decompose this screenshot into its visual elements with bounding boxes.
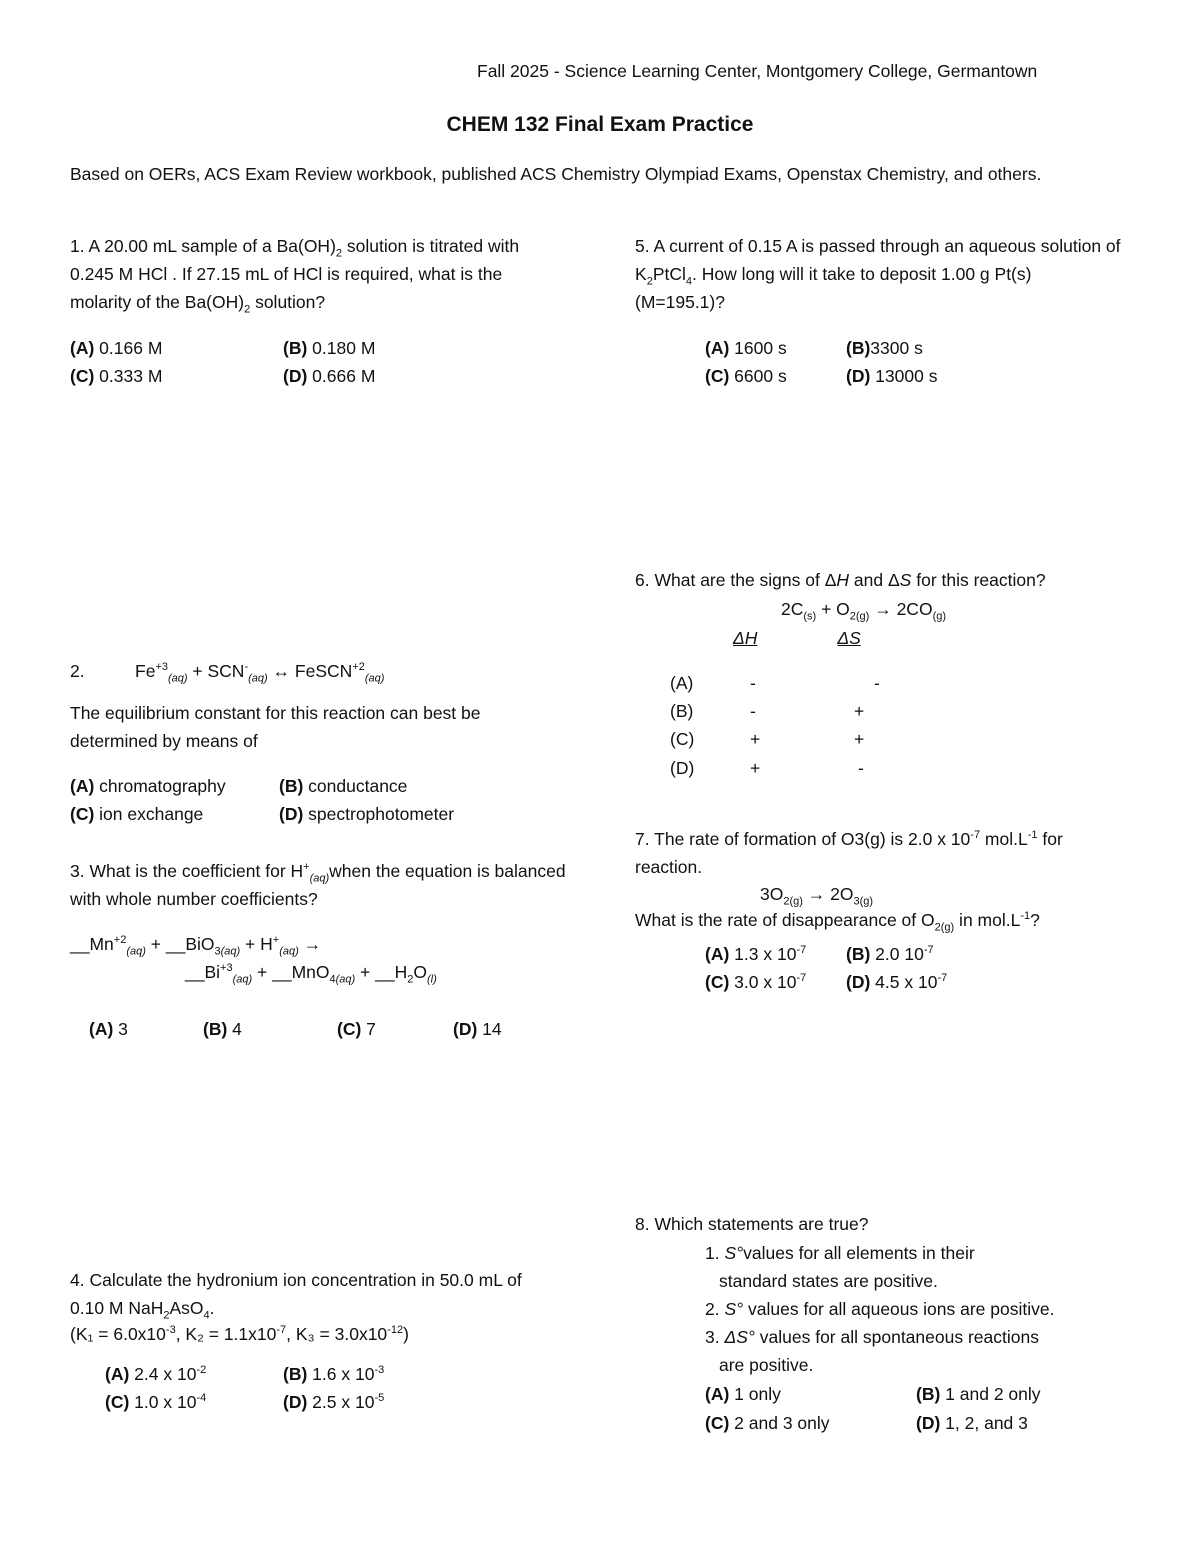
choice-text: 6600 s bbox=[734, 366, 787, 386]
question-1 bbox=[70, 232, 560, 316]
q5-choice-b[interactable] bbox=[846, 338, 923, 359]
choice-letter: (D) bbox=[453, 1019, 478, 1039]
eq-part: Bi bbox=[204, 962, 221, 982]
exponent: -7 bbox=[796, 972, 807, 985]
choice-text: 4 bbox=[232, 1019, 242, 1039]
subscript: 4 bbox=[203, 1309, 210, 1322]
state-label: (aq) bbox=[335, 973, 356, 986]
question-7-text-a: The rate of formation of O3(g) is 2.0 x 10 bbox=[654, 829, 971, 849]
question-4-text-a: Calculate the hydronium ion concentration in 50.0 mL of 0.10 M NaH bbox=[70, 1270, 522, 1318]
q3-choice-d[interactable] bbox=[453, 1019, 502, 1040]
q8-choice-a[interactable] bbox=[705, 1384, 781, 1405]
state-label: 3(g) bbox=[853, 895, 874, 908]
choice-text: 3300 s bbox=[870, 338, 923, 358]
exponent: -3 bbox=[374, 1364, 385, 1377]
q6-row-letter-a[interactable]: (A) bbox=[670, 673, 694, 693]
exponent: -5 bbox=[374, 1392, 385, 1405]
eq-part: → 2CO bbox=[869, 599, 933, 619]
table-header-row bbox=[733, 628, 863, 649]
q6-row-b-dh: - bbox=[750, 701, 756, 721]
choice-text: 1, 2, and 3 bbox=[945, 1413, 1028, 1433]
choice-letter: (A) bbox=[70, 776, 95, 796]
exponent: -7 bbox=[923, 944, 934, 957]
choice-text: 1 only bbox=[734, 1384, 781, 1404]
choice-letter: (C) bbox=[70, 366, 95, 386]
question-3-text-b: when the equation is balanced with whole number coefficients? bbox=[70, 861, 566, 909]
state-label: (aq) bbox=[126, 945, 146, 958]
choice-text: spectrophotometer bbox=[308, 804, 455, 824]
exponent: -7 bbox=[970, 829, 981, 842]
eq-part: Fe bbox=[135, 661, 156, 681]
eq-part: FeSCN bbox=[294, 661, 353, 681]
choice-letter: (C) bbox=[705, 972, 730, 992]
choice-letter: (A) bbox=[89, 1019, 114, 1039]
choice-text: 0.180 M bbox=[312, 338, 376, 358]
state-label: 2(g) bbox=[934, 921, 955, 934]
question-4-number: 4. bbox=[70, 1270, 85, 1290]
question-6-text-a: What are the signs of Δ bbox=[654, 570, 837, 590]
choice-text: 3.0 x 10 bbox=[734, 972, 797, 992]
question-7-number: 7. bbox=[635, 829, 650, 849]
choice-letter: (D) bbox=[846, 366, 871, 386]
q4-choice-c[interactable] bbox=[105, 1392, 206, 1413]
choice-letter: (B) bbox=[916, 1384, 941, 1404]
q8-choice-b[interactable] bbox=[916, 1384, 1041, 1405]
charge: +2 bbox=[352, 661, 365, 674]
q4-choice-b[interactable] bbox=[283, 1364, 384, 1385]
state-label: (aq) bbox=[167, 672, 188, 685]
subscript: 3 bbox=[214, 945, 221, 958]
exponent: -7 bbox=[796, 944, 807, 957]
question-4: 4. Calculate the hydronium ion concentration in 50.0 mL of 0.10 M NaH$_2$AsO$_4$. bbox=[70, 1270, 522, 1322]
eq-part: + SCN bbox=[187, 661, 245, 681]
choice-letter: (C) bbox=[105, 1392, 130, 1412]
choice-letter: (B) bbox=[846, 944, 871, 964]
choice-text: 1 and 2 only bbox=[945, 1384, 1041, 1404]
state-label bbox=[215, 946, 241, 958]
subscript: 2 bbox=[244, 303, 251, 316]
exponent: -1 bbox=[1020, 910, 1031, 923]
choice-letter: (A) bbox=[105, 1364, 130, 1384]
question-1-text-b: solution is titrated with 0.245 M HCl . If 27.15 mL of HCl is required, what is the molarity of the Ba(OH) bbox=[70, 236, 520, 312]
formula-part: AsO bbox=[169, 1298, 204, 1318]
subscript: 2 bbox=[407, 973, 414, 986]
exponent: -3 bbox=[165, 1324, 176, 1337]
exponent: -7 bbox=[276, 1324, 287, 1337]
paren: ) bbox=[403, 1324, 409, 1344]
question-3-equation-line-1 bbox=[70, 934, 322, 958]
choice-letter: (C) bbox=[705, 366, 730, 386]
subscript: 2 bbox=[646, 275, 653, 288]
choice-text: chromatography bbox=[99, 776, 226, 796]
choice-text: conductance bbox=[308, 776, 408, 796]
choice-text: 0.666 M bbox=[312, 366, 376, 386]
question-1-number: 1. bbox=[70, 236, 85, 256]
choice-text: 2.5 x 10 bbox=[312, 1392, 375, 1412]
q6-row-a-dh: - bbox=[750, 673, 756, 693]
statement-number: 3. bbox=[705, 1327, 720, 1347]
q2-choice-c[interactable] bbox=[70, 804, 203, 825]
q8-choice-d[interactable] bbox=[916, 1413, 1028, 1434]
subscript: 4 bbox=[685, 275, 692, 288]
question-6-text-b: for this reaction? bbox=[911, 570, 1046, 590]
q6-row-letter-c[interactable]: (C) bbox=[670, 729, 695, 749]
blank: __ bbox=[165, 934, 186, 954]
eq-part: 3O bbox=[760, 884, 784, 904]
question-7-q-text: What is the rate of disappearance of O bbox=[635, 910, 935, 930]
eq-part: + bbox=[145, 934, 166, 954]
q6-row-c-dh: + bbox=[750, 729, 761, 749]
state-label: (aq) bbox=[232, 973, 253, 986]
choice-text: 1.0 x 10 bbox=[134, 1392, 197, 1412]
state-label: (g) bbox=[932, 610, 947, 623]
q7-choice-d[interactable] bbox=[846, 972, 947, 993]
formula-part: PtCl bbox=[652, 264, 686, 284]
exponent: -4 bbox=[196, 1392, 207, 1405]
state-label bbox=[330, 974, 356, 986]
k-constant: , K₂ = 1.1x10 bbox=[175, 1324, 277, 1344]
choice-text: ion exchange bbox=[99, 804, 204, 824]
statement-1 bbox=[705, 1243, 975, 1264]
subscript: 4 bbox=[329, 973, 336, 986]
question-7-text-b: for reaction. bbox=[635, 829, 1063, 877]
q1-choice-d[interactable] bbox=[283, 366, 375, 387]
blank: __ bbox=[185, 962, 205, 982]
choice-letter: (D) bbox=[846, 972, 871, 992]
q1-choice-c[interactable] bbox=[70, 366, 162, 387]
statement-text: values for all elements in their bbox=[743, 1243, 975, 1263]
state-label bbox=[850, 611, 870, 623]
q7-choice-c[interactable] bbox=[705, 972, 806, 993]
choice-letter: (C) bbox=[337, 1019, 362, 1039]
q3-choice-c[interactable] bbox=[337, 1019, 376, 1040]
choice-letter: (B) bbox=[283, 1364, 308, 1384]
statement-3 bbox=[705, 1327, 1039, 1348]
question-7-subquestion bbox=[635, 910, 1040, 934]
q3-choice-a[interactable] bbox=[89, 1019, 128, 1040]
choice-text: 2.4 x 10 bbox=[134, 1364, 197, 1384]
question-mark: ? bbox=[1030, 910, 1040, 930]
state-label: (aq) bbox=[220, 945, 241, 958]
q1-choice-a[interactable] bbox=[70, 338, 162, 359]
q7-choice-b[interactable] bbox=[846, 944, 934, 965]
choice-text: 1.6 x 10 bbox=[312, 1364, 375, 1384]
and-text: and Δ bbox=[849, 570, 900, 590]
question-5-number: 5. bbox=[635, 236, 650, 256]
exponent: -7 bbox=[937, 972, 948, 985]
blank: __ bbox=[272, 962, 292, 982]
question-8-number: 8. bbox=[635, 1214, 650, 1234]
question-1-text-a: A 20.00 mL sample of a Ba(OH) bbox=[88, 236, 336, 256]
eq-part: → 2O bbox=[802, 884, 854, 904]
q6-row-b-ds: + bbox=[854, 701, 865, 721]
eq-part: Mn bbox=[89, 934, 114, 954]
choice-letter: (A) bbox=[705, 944, 730, 964]
exponent: -1 bbox=[1027, 829, 1038, 842]
q4-choice-a[interactable] bbox=[105, 1364, 206, 1385]
q8-choice-c[interactable] bbox=[705, 1413, 830, 1434]
entropy-symbol: S° bbox=[724, 1299, 744, 1319]
statement-number: 1. bbox=[705, 1243, 720, 1263]
eq-part: + bbox=[240, 934, 261, 954]
unit: mol.L bbox=[980, 829, 1028, 849]
choice-text: 2 and 3 only bbox=[734, 1413, 830, 1433]
statement-2 bbox=[705, 1299, 1054, 1320]
subscript: 2 bbox=[163, 1309, 170, 1322]
choice-letter: (D) bbox=[279, 804, 304, 824]
choice-text: 13000 s bbox=[875, 366, 938, 386]
choice-letter: (A) bbox=[705, 338, 730, 358]
choice-letter: (D) bbox=[283, 366, 308, 386]
choice-text: 2.0 10 bbox=[875, 944, 924, 964]
question-3-equation-line-2 bbox=[185, 962, 437, 986]
state-label: (aq) bbox=[279, 945, 299, 958]
question-8 bbox=[635, 1214, 868, 1235]
question-3-text-a: What is the coefficient for H bbox=[89, 861, 304, 881]
charge: + bbox=[272, 934, 280, 947]
statement-number: 2. bbox=[705, 1299, 720, 1319]
question-2-text: The equilibrium constant for this reaction can best be determined by means of bbox=[70, 703, 481, 751]
choice-letter: (D) bbox=[916, 1413, 941, 1433]
subscript: 2 bbox=[335, 247, 343, 260]
question-5-text-a: A current of 0.15 A is passed through an aqueous solution of K bbox=[635, 236, 1121, 284]
choice-letter: (A) bbox=[705, 1384, 730, 1404]
question-2-number: 2. bbox=[70, 661, 85, 681]
q3-choice-b[interactable] bbox=[203, 1019, 242, 1040]
entropy-symbol: ΔS° bbox=[724, 1327, 755, 1347]
state-label: (g) bbox=[855, 610, 870, 623]
choice-text: 1600 s bbox=[734, 338, 787, 358]
q2-choice-d[interactable] bbox=[279, 804, 454, 825]
col-delta-s: ΔS bbox=[837, 628, 861, 648]
choice-text: 0.166 M bbox=[99, 338, 163, 358]
delta-s-symbol: S bbox=[899, 570, 912, 590]
blank: __ bbox=[375, 962, 395, 982]
q7-choice-a[interactable] bbox=[705, 944, 806, 965]
choice-text: 14 bbox=[482, 1019, 502, 1039]
q5-choice-a[interactable] bbox=[705, 338, 787, 359]
col-delta-h: ΔH bbox=[733, 628, 758, 648]
question-6 bbox=[635, 570, 1046, 591]
question-3-number: 3. bbox=[70, 861, 85, 881]
charge: +3 bbox=[155, 661, 168, 674]
choice-letter: (C) bbox=[705, 1413, 730, 1433]
question-2-equation bbox=[135, 661, 385, 685]
choice-letter: (B) bbox=[279, 776, 304, 796]
page-title: CHEM 132 Final Exam Practice bbox=[446, 113, 754, 136]
eq-part: 2C bbox=[781, 599, 804, 619]
question-6-number: 6. bbox=[635, 570, 650, 590]
q6-row-letter-d[interactable]: (D) bbox=[670, 758, 695, 778]
statement-text: values for all aqueous ions are positive. bbox=[743, 1299, 1055, 1319]
question-1-text-c: solution? bbox=[255, 292, 326, 312]
entropy-symbol: S° bbox=[724, 1243, 744, 1263]
question-6-equation bbox=[781, 599, 947, 623]
exponent: -2 bbox=[196, 1364, 207, 1377]
q1-choice-b[interactable] bbox=[283, 338, 375, 359]
q2-choice-b[interactable] bbox=[279, 776, 407, 797]
k-constant: (K₁ = 6.0x10 bbox=[70, 1324, 166, 1344]
q4-choice-d[interactable] bbox=[283, 1392, 384, 1413]
eq-part: ↔ bbox=[267, 661, 295, 681]
question-4-constants bbox=[70, 1324, 409, 1345]
charge: +2 bbox=[113, 934, 127, 947]
charge: - bbox=[244, 661, 249, 674]
state-label: (aq) bbox=[248, 672, 268, 685]
question-7 bbox=[635, 825, 1125, 881]
k-constant: , K₃ = 3.0x10 bbox=[286, 1324, 388, 1344]
eq-part: + bbox=[355, 962, 376, 982]
state-label: 2(g) bbox=[783, 895, 803, 908]
subscript: 2 bbox=[849, 610, 856, 623]
eq-part: H bbox=[260, 934, 273, 954]
choice-letter: (B) bbox=[283, 338, 308, 358]
q5-choice-c[interactable] bbox=[705, 366, 787, 387]
q6-row-letter-b[interactable]: (B) bbox=[670, 701, 694, 721]
charge: + bbox=[303, 861, 310, 874]
choice-text: 3 bbox=[118, 1019, 128, 1039]
choice-letter: (B) bbox=[846, 338, 871, 358]
choice-letter: (A) bbox=[70, 338, 95, 358]
question-3 bbox=[70, 857, 570, 913]
question-8-text: Which statements are true? bbox=[654, 1214, 869, 1234]
eq-part: BiO bbox=[185, 934, 215, 954]
question-5 bbox=[635, 232, 1125, 316]
choice-text: 0.333 M bbox=[99, 366, 163, 386]
q6-row-d-ds: - bbox=[858, 758, 864, 778]
eq-part: + bbox=[252, 962, 273, 982]
choice-text: 4.5 x 10 bbox=[875, 972, 938, 992]
page-header: Fall 2025 - Science Learning Center, Montgomery College, Germantown bbox=[477, 61, 1038, 81]
q6-row-a-ds: - bbox=[874, 673, 880, 693]
statement-1-cont: standard states are positive. bbox=[719, 1271, 938, 1291]
eq-part: → bbox=[298, 934, 322, 954]
state-label: (l) bbox=[427, 973, 437, 986]
question-7-equation bbox=[760, 884, 874, 908]
choice-text: 1.3 x 10 bbox=[734, 944, 797, 964]
eq-part: MnO bbox=[291, 962, 330, 982]
state-label: (aq) bbox=[364, 672, 385, 685]
intro-text: Based on OERs, ACS Exam Review workbook, published ACS Chemistry Olympiad Exams, Openstax Chemistry, and others. bbox=[70, 164, 1042, 184]
charge: +3 bbox=[220, 962, 233, 975]
state-label: (s) bbox=[803, 610, 817, 623]
choice-letter: (B) bbox=[203, 1019, 228, 1039]
blank: __ bbox=[70, 934, 90, 954]
eq-part: O bbox=[413, 962, 427, 982]
choice-letter: (D) bbox=[283, 1392, 308, 1412]
choice-letter: (C) bbox=[70, 804, 95, 824]
unit: in mol.L bbox=[954, 910, 1021, 930]
statement-3-cont: are positive. bbox=[719, 1355, 814, 1375]
q6-row-c-ds: + bbox=[854, 729, 865, 749]
statement-text: values for all spontaneous reactions bbox=[754, 1327, 1039, 1347]
question-5-text-b: . How long will it take to deposit 1.00 g Pt(s) (M=195.1)? bbox=[635, 264, 1032, 312]
eq-part: + O bbox=[816, 599, 850, 619]
choice-text: 7 bbox=[366, 1019, 376, 1039]
q5-choice-d[interactable] bbox=[846, 366, 937, 387]
eq-part: H bbox=[394, 962, 408, 982]
q6-row-d-dh: + bbox=[750, 758, 761, 778]
q2-choice-a[interactable] bbox=[70, 776, 226, 797]
exponent: -12 bbox=[387, 1324, 404, 1337]
delta-h-symbol: H bbox=[836, 570, 850, 590]
state-label: (aq) bbox=[309, 872, 330, 885]
